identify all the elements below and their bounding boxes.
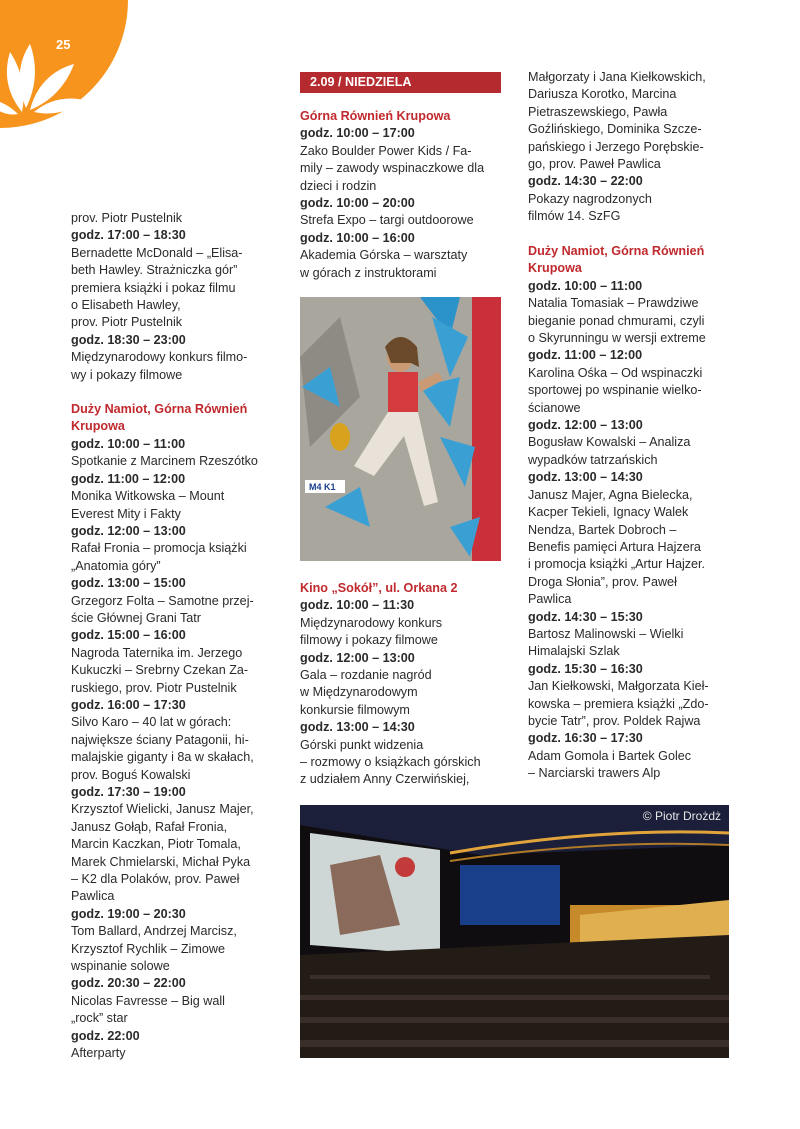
event-text: go, prov. Paweł Pawlica [528, 157, 661, 172]
event-text: Małgorzaty i Jana Kiełkowskich, [528, 70, 706, 84]
event-text: i promocja książki „Artur Hajzer. [528, 557, 706, 572]
event-text: wy i pokazy filmowe [71, 367, 183, 382]
event-text: filmów 14. SzFG [528, 209, 621, 224]
event-time: godz. 12:00 – 13:00 [528, 418, 643, 433]
event-text: – rozmowy o książkach górskich [300, 755, 481, 770]
event-text: Zako Boulder Power Kids / Fa- [300, 143, 472, 158]
event-time: godz. 16:00 – 17:30 [71, 697, 186, 712]
event-time: godz. 17:00 – 18:30 [71, 228, 186, 243]
event-text: filmowy i pokazy filmowe [300, 633, 438, 648]
event-text: Rafał Fronia – promocja książki [71, 541, 247, 556]
page-number: 25 [56, 37, 71, 52]
event-text: Kacper Tekieli, Ignacy Walek [528, 505, 689, 520]
event-text: „rock” star [71, 1011, 128, 1026]
event-text: Karolina Ośka – Od wspinaczki [528, 365, 703, 380]
event-text: Dariusza Korotko, Marcina [528, 87, 677, 102]
event-text: prov. Piotr Pustelnik [71, 315, 183, 330]
event-text: o Elisabeth Hawley, [71, 298, 181, 313]
event-time: godz. 19:00 – 20:30 [71, 906, 186, 921]
event-text: Pokazy nagrodzonych [528, 191, 652, 206]
event-time: godz. 13:00 – 14:30 [300, 720, 415, 735]
event-text: Nendza, Bartek Dobroch – [528, 522, 677, 537]
venue-heading: Krupowa [71, 419, 125, 434]
event-text: Janusz Majer, Agna Bielecka, [528, 487, 693, 502]
event-text: Pietraszewskiego, Pawła [528, 104, 668, 119]
event-text: Pawlica [71, 889, 115, 904]
column-1 [71, 210, 276, 1063]
event-text: Adam Gomola i Bartek Golec [528, 748, 692, 763]
venue-heading: Kino „Sokół”, ul. Orkana 2 [300, 581, 458, 595]
event-text: Jan Kiełkowski, Małgorzata Kieł- [528, 679, 709, 694]
event-time: godz. 10:00 – 17:00 [300, 126, 415, 141]
event-time: godz. 11:00 – 12:00 [528, 348, 643, 363]
event-time: godz. 12:00 – 13:00 [300, 650, 415, 665]
event-time: godz. 15:30 – 16:30 [528, 661, 643, 676]
column-2-bottom [300, 580, 502, 789]
event-text: konkursie filmowym [300, 702, 410, 717]
event-text: dzieci i rodzin [300, 178, 377, 193]
photo-bib-label: M4 K1 [309, 482, 336, 492]
venue-heading: Krupowa [528, 261, 582, 276]
venue-heading: Duży Namiot, Górna Równień [71, 402, 248, 417]
event-text: bycie Tatr”, prov. Poldek Rajwa [528, 713, 701, 728]
event-text: ścianowe [528, 400, 581, 415]
event-text: Afterparty [71, 1046, 126, 1061]
event-text: prov. Piotr Pustelnik [71, 211, 183, 225]
event-text: Droga Słonia”, prov. Paweł [528, 574, 677, 589]
event-text: Międzynarodowy konkurs filmo- [71, 350, 248, 365]
event-text: – Narciarski trawers Alp [528, 766, 661, 781]
event-text: największe ściany Patagonii, hi- [71, 732, 249, 747]
event-text: prov. Boguś Kowalski [71, 767, 191, 782]
event-text: „Anatomia góry” [71, 558, 161, 573]
event-text: mily – zawody wspinaczkowe dla [300, 161, 485, 176]
event-text: pańskiego i Jerzego Porębskie- [528, 139, 704, 154]
event-text: Benefis pamięci Artura Hajzera [528, 539, 701, 554]
corner-leaf-logo [0, 0, 128, 128]
event-time: godz. 12:00 – 13:00 [71, 523, 186, 538]
event-time: godz. 10:00 – 20:00 [300, 196, 415, 211]
event-time: godz. 13:00 – 14:30 [528, 470, 643, 485]
column-3-bottom [528, 243, 733, 783]
photo-credit: © Piotr Drożdż [642, 809, 721, 823]
event-text: kowska – premiera książki „Zdo- [528, 696, 709, 711]
event-text: Gala – rozdanie nagród [300, 668, 432, 683]
column-2-top [300, 108, 502, 282]
event-time: godz. 16:30 – 17:30 [528, 731, 643, 746]
event-text: wypadków tatrzańskich [528, 452, 658, 467]
cinema-photo [300, 805, 729, 1058]
climber-photo [300, 297, 501, 561]
event-text: Marek Chmielarski, Michał Pyka [71, 854, 251, 869]
event-text: Pawlica [528, 592, 572, 607]
event-time: godz. 20:30 – 22:00 [71, 976, 186, 991]
event-text: Everest Mity i Fakty [71, 506, 181, 521]
event-text: Bogusław Kowalski – Analiza [528, 435, 691, 450]
event-text: wspinanie solowe [71, 959, 170, 974]
event-text: malajskie giganty i 8a w skałach, [71, 750, 254, 765]
event-time: godz. 14:30 – 15:30 [528, 609, 643, 624]
event-time: godz. 14:30 – 22:00 [528, 174, 643, 189]
event-text: Strefa Expo – targi outdoorowe [300, 213, 474, 228]
event-time: godz. 15:00 – 16:00 [71, 628, 186, 643]
event-text: ruskiego, prov. Piotr Pustelnik [71, 680, 237, 695]
event-text: – K2 dla Polaków, prov. Paweł [71, 872, 240, 887]
event-text: bieganie ponad chmurami, czyli [528, 313, 705, 328]
event-text: premiera książki i pokaz filmu [71, 280, 236, 295]
event-text: Akademia Górska – warsztaty [300, 248, 468, 263]
event-time: godz. 18:30 – 23:00 [71, 332, 186, 347]
event-text: Górski punkt widzenia [300, 737, 424, 752]
event-text: o Skyrunningu w wersji extreme [528, 331, 706, 346]
event-text: z udziałem Anny Czerwińskiej, [300, 772, 470, 787]
event-text: w Międzynarodowym [300, 685, 418, 700]
event-time: godz. 10:00 – 11:00 [71, 436, 186, 451]
event-time: godz. 22:00 [71, 1028, 140, 1043]
event-text: beth Hawley. Strażniczka gór” [71, 263, 238, 278]
event-text: Himalajski Szlak [528, 644, 620, 659]
cinema-illustration [300, 805, 729, 1058]
event-text: Janusz Gołąb, Rafał Fronia, [71, 819, 228, 834]
event-text: w górach z instruktorami [300, 265, 437, 280]
event-text: Goźlińskiego, Dominika Szcze- [528, 122, 702, 137]
event-text: Międzynarodowy konkurs [300, 615, 443, 630]
day-header: 2.09 / NIEDZIELA [300, 72, 501, 93]
event-text: Nicolas Favresse – Big wall [71, 993, 225, 1008]
event-text: Marcin Kaczkan, Piotr Tomala, [71, 837, 241, 852]
event-text: Tom Ballard, Andrzej Marcisz, [71, 924, 237, 939]
event-text: Bartosz Malinowski – Wielki [528, 626, 684, 641]
event-text: Krzysztof Wielicki, Janusz Majer, [71, 802, 254, 817]
event-text: Spotkanie z Marcinem Rzeszótko [71, 454, 258, 469]
event-time: godz. 11:00 – 12:00 [71, 471, 186, 486]
event-text: Krzysztof Rychlik – Zimowe [71, 941, 225, 956]
column-3-top [528, 69, 733, 226]
event-text: ście Głównej Grani Tatr [71, 610, 201, 625]
event-text: Nagroda Taternika im. Jerzego [71, 645, 243, 660]
event-text: Bernadette McDonald – „Elisa- [71, 245, 243, 260]
event-text: Monika Witkowska – Mount [71, 489, 225, 504]
venue-heading: Górna Równień Krupowa [300, 109, 451, 123]
event-time: godz. 13:00 – 15:00 [71, 576, 186, 591]
event-text: Silvo Karo – 40 lat w górach: [71, 715, 232, 730]
event-time: godz. 17:30 – 19:00 [71, 785, 186, 799]
event-text: Kukuczki – Srebrny Czekan Za- [71, 663, 249, 678]
event-time: godz. 10:00 – 11:30 [300, 598, 415, 613]
event-text: Grzegorz Folta – Samotne przej- [71, 593, 254, 608]
event-time: godz. 10:00 – 16:00 [300, 230, 415, 245]
event-time: godz. 10:00 – 11:00 [528, 278, 643, 293]
event-text: sportowej po wspinanie wielko- [528, 383, 702, 398]
venue-heading: Duży Namiot, Górna Równień [528, 244, 705, 258]
event-text: Natalia Tomasiak – Prawdziwe [528, 296, 699, 311]
